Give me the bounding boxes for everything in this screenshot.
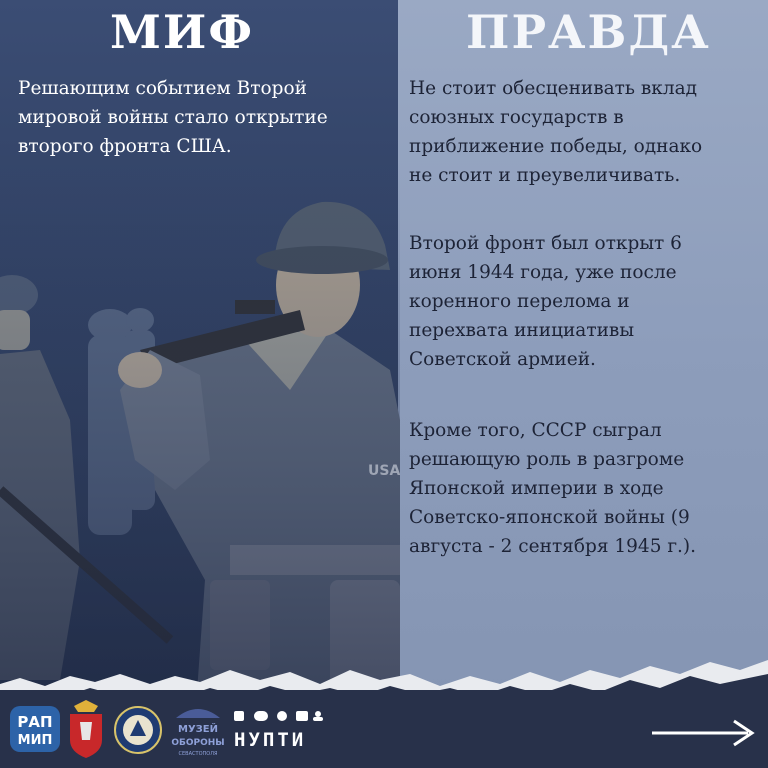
truth-paragraph-1: Не стоит обесценивать вклад союзных государств в приближение победы, однако не стоит и преувеличивать. <box>409 78 703 186</box>
nupti-logo-text: НУПТИ <box>234 729 307 751</box>
museum-logo <box>170 700 226 760</box>
soldier-photo <box>0 160 400 720</box>
truth-paragraph-2: Второй фронт был открыт 6 июня 1944 года, уже после коренного перелома и перехвата инициативы Советской армией. <box>409 233 682 370</box>
rap-logo-line1: РАП <box>17 713 53 731</box>
museum-logo-line3: СЕВАСТОПОЛЯ <box>178 751 218 757</box>
rap-mip-logo <box>10 706 60 752</box>
truth-title: ПРАВДА <box>466 5 711 59</box>
museum-logo-line1: МУЗЕЙ <box>178 724 218 735</box>
coat-of-arms-logo <box>66 700 106 758</box>
nupti-logo <box>232 708 332 752</box>
myth-title: МИФ <box>110 5 255 59</box>
museum-logo-line2: ОБОРОНЫ <box>171 738 225 748</box>
myth-text: Решающим событием Второй мировой войны стало открытие второго фронта США. <box>18 78 328 157</box>
arrow-right-icon[interactable] <box>650 718 758 748</box>
truth-paragraph-3: Кроме того, СССР сыграл решающую роль в разгроме Японской империи в ходе Советско-японской войны (9 августа - 2 сентября 1945 г.). <box>409 420 697 557</box>
university-emblem-logo <box>114 706 162 754</box>
rap-logo-line2: МИП <box>17 733 53 748</box>
